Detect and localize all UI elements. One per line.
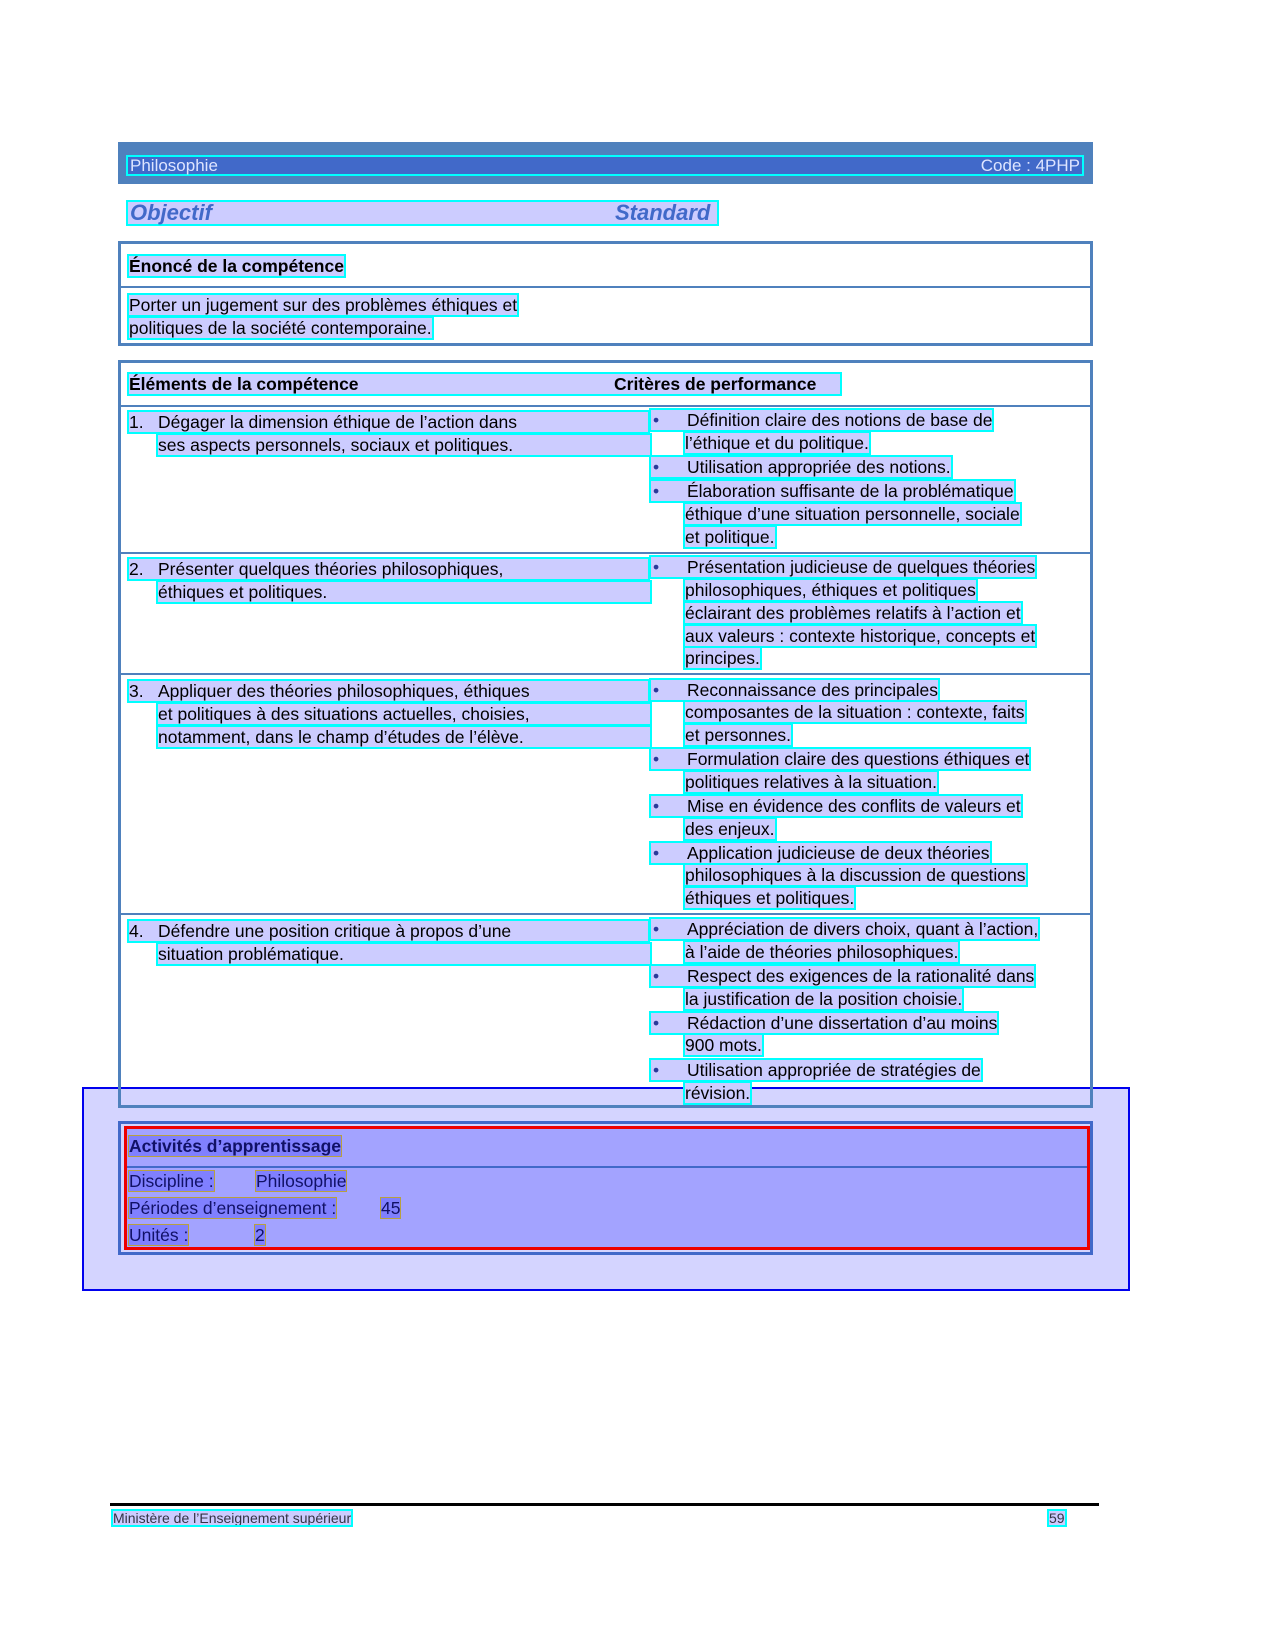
criterion-item [651, 680, 938, 700]
criterion-line: principes. [685, 648, 760, 668]
criterion-line: philosophiques, éthiques et politiques [685, 580, 976, 600]
bullet-icon: • [653, 749, 660, 769]
bullet-icon: • [653, 410, 660, 430]
criterion-text: Mise en évidence des conflits de valeurs et [687, 796, 1021, 816]
criterion-line: philosophiques à la discussion de questions [685, 865, 1026, 885]
criterion-item [651, 557, 1035, 577]
criterion-item [651, 796, 1021, 816]
criterion-line: des enjeux. [685, 819, 775, 839]
element-number: 4. [129, 921, 144, 941]
element-text: Défendre une position critique à propos d’une [158, 921, 512, 941]
periods-label: Périodes d’enseignement : [129, 1198, 337, 1218]
criterion-text: Présentation judicieuse de quelques théories [687, 557, 1036, 577]
criterion-text: Respect des exigences de la rationalité dans [687, 966, 1035, 986]
criterion-item [651, 749, 1029, 769]
criterion-line: révision. [685, 1083, 751, 1103]
criterion-item [651, 457, 951, 477]
col-criteria-header: Critères de performance [614, 374, 817, 394]
element-line: et politiques à des situations actuelles, choisies, [158, 704, 650, 724]
divider [127, 1166, 1087, 1168]
discipline-label: Discipline : [129, 1171, 214, 1191]
criterion-text: Définition claire des notions de base de [687, 410, 993, 430]
criterion-line: la justification de la position choisie. [685, 989, 963, 1009]
criterion-line: éthiques et politiques. [685, 888, 855, 908]
criterion-line: à l’aide de théories philosophiques. [685, 942, 959, 962]
statement-line: Porter un jugement sur des problèmes éthiques et [129, 295, 518, 315]
element-text: Présenter quelques théories philosophiques, [158, 559, 504, 579]
criterion-text: Élaboration suffisante de la problématique [687, 481, 1014, 501]
divider [121, 913, 1090, 915]
bullet-icon: • [653, 1060, 660, 1080]
table-header [129, 374, 840, 394]
bullet-icon: • [653, 796, 660, 816]
header-text-row [128, 157, 1082, 174]
units-label: Unités : [129, 1225, 189, 1245]
element-text: Dégager la dimension éthique de l’action dans [158, 412, 517, 432]
element-line [129, 412, 648, 432]
activities-title: Activités d’apprentissage [129, 1136, 342, 1156]
criterion-line: politiques relatives à la situation. [685, 772, 937, 792]
element-number: 3. [129, 681, 144, 701]
divider [121, 552, 1090, 554]
discipline-value: Philosophie [256, 1171, 347, 1191]
divider [121, 673, 1090, 675]
criterion-item [651, 919, 1038, 939]
criterion-text: Utilisation appropriée des notions. [687, 457, 951, 477]
course-code: Code : 4PHP [980, 156, 1080, 175]
bullet-icon: • [653, 919, 660, 939]
objective-standard-row [128, 202, 717, 224]
element-line [129, 681, 648, 701]
objective-label: Objectif [130, 200, 212, 225]
element-line: situation problématique. [158, 944, 650, 964]
divider [121, 405, 1090, 407]
periods-value: 45 [381, 1198, 401, 1218]
criterion-line: éthique d’une situation personnelle, sociale [685, 504, 1020, 524]
criterion-text: Application judicieuse de deux théories [687, 843, 990, 863]
criterion-item [651, 843, 990, 863]
criterion-item [651, 481, 1014, 501]
page-number: 59 [1049, 1510, 1065, 1526]
bullet-icon: • [653, 680, 660, 700]
bullet-icon: • [653, 1013, 660, 1033]
element-text: Appliquer des théories philosophiques, éthiques [158, 681, 530, 701]
bullet-icon: • [653, 481, 660, 501]
criterion-line: éclairant des problèmes relatifs à l’action et [685, 603, 1021, 623]
bullet-icon: • [653, 966, 660, 986]
statement-line: politiques de la société contemporaine. [129, 318, 432, 338]
units-value: 2 [255, 1225, 265, 1245]
element-line: ses aspects personnels, sociaux et politiques. [158, 435, 650, 455]
criterion-text: Reconnaissance des principales [687, 680, 938, 700]
bullet-icon: • [653, 457, 660, 477]
element-number: 1. [129, 412, 144, 432]
standard-label: Standard [615, 200, 711, 225]
criterion-text: Formulation claire des questions éthiques et [687, 749, 1030, 769]
statement-title: Énoncé de la compétence [129, 256, 344, 276]
element-line: éthiques et politiques. [158, 582, 650, 602]
criterion-item [651, 410, 992, 430]
criterion-item [651, 1013, 997, 1033]
bullet-icon: • [653, 843, 660, 863]
divider [121, 286, 1090, 288]
element-line [129, 921, 648, 941]
criterion-text: Utilisation appropriée de stratégies de [687, 1060, 981, 1080]
col-elements-header: Éléments de la compétence [129, 374, 359, 394]
criterion-line: l’éthique et du politique. [685, 433, 869, 453]
criterion-line: composantes de la situation : contexte, faits [685, 702, 1025, 722]
element-line: notamment, dans le champ d’études de l’élève. [158, 727, 650, 747]
criterion-line: aux valeurs : contexte historique, concepts et [685, 626, 1036, 646]
bullet-icon: • [653, 557, 660, 577]
subject-title: Philosophie [130, 156, 218, 175]
element-number: 2. [129, 559, 144, 579]
footer-rule [110, 1503, 1099, 1506]
footer-ministry: Ministère de l’Enseignement supérieur [113, 1510, 352, 1526]
criterion-text: Rédaction d’une dissertation d’au moins [687, 1013, 998, 1033]
criterion-line: et politique. [685, 527, 775, 547]
criterion-line: et personnes. [685, 725, 792, 745]
criterion-item [651, 1060, 981, 1080]
element-line [129, 559, 648, 579]
criterion-text: Appréciation de divers choix, quant à l’action, [687, 919, 1039, 939]
criterion-line: 900 mots. [685, 1035, 762, 1055]
criterion-item [651, 966, 1034, 986]
